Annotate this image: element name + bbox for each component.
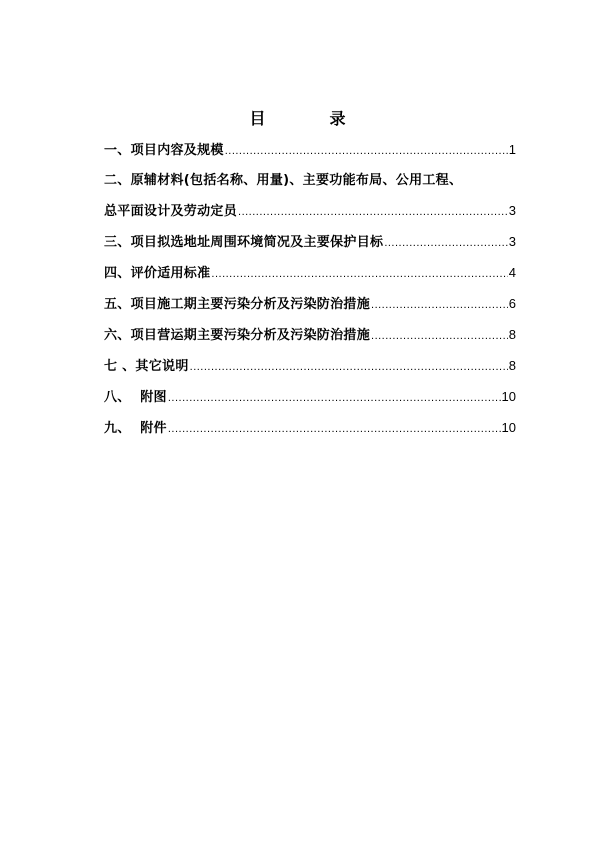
toc-entry-page: 8 (508, 358, 516, 373)
toc-entry-page: 10 (501, 420, 516, 435)
toc-leader-dots (371, 324, 508, 348)
toc-leader-dots (168, 417, 501, 441)
toc-entry-page: 3 (508, 234, 516, 249)
toc-entry-text: 五、项目施工期主要污染分析及污染防治措施 (104, 297, 371, 312)
toc-leader-dots (384, 231, 507, 255)
toc-entry-text: 二、原辅材料(包括名称、用量)、主要功能布局、公用工程、 (104, 173, 463, 188)
toc-entry[interactable] (104, 385, 516, 416)
toc-entry-line1[interactable] (104, 169, 516, 199)
toc-entry-page: 10 (501, 389, 516, 404)
toc-leader-dots (371, 293, 508, 317)
toc-leader-dots (211, 262, 507, 286)
toc-entry-text: 四、评价适用标准 (104, 266, 211, 281)
toc-leader-dots (168, 386, 501, 410)
toc-entry-page: 4 (508, 265, 516, 280)
toc-entry-text: 六、项目营运期主要污染分析及污染防治措施 (104, 328, 371, 343)
toc-entry-text: 九、 附件 (104, 421, 167, 436)
toc-entry-text: 三、项目拟选地址周围环境简况及主要保护目标 (104, 235, 384, 250)
toc-entry-text: 八、 附图 (104, 390, 167, 405)
toc-leader-dots (238, 200, 508, 224)
toc-title: 目 录 (249, 109, 370, 128)
toc-entry-page: 1 (508, 142, 516, 157)
toc-entry-text: 一、项目内容及规模 (104, 143, 224, 158)
toc-entry[interactable] (104, 199, 516, 230)
toc-entry-page: 8 (508, 327, 516, 342)
toc-entry[interactable] (104, 416, 516, 447)
toc-entry[interactable] (104, 292, 516, 323)
toc-leader-dots (190, 355, 508, 379)
toc-entry[interactable] (104, 323, 516, 354)
toc-entry-page: 6 (508, 296, 516, 311)
toc-list (104, 138, 516, 447)
toc-entry[interactable] (104, 230, 516, 261)
toc-entry[interactable] (104, 138, 516, 169)
toc-entry-text: 七 、其它说明 (104, 359, 189, 374)
toc-leader-dots (225, 139, 508, 163)
toc-entry[interactable] (104, 354, 516, 385)
toc-entry[interactable] (104, 261, 516, 292)
toc-entry-text: 总平面设计及劳动定员 (104, 204, 238, 219)
toc-entry-page: 3 (508, 203, 516, 218)
